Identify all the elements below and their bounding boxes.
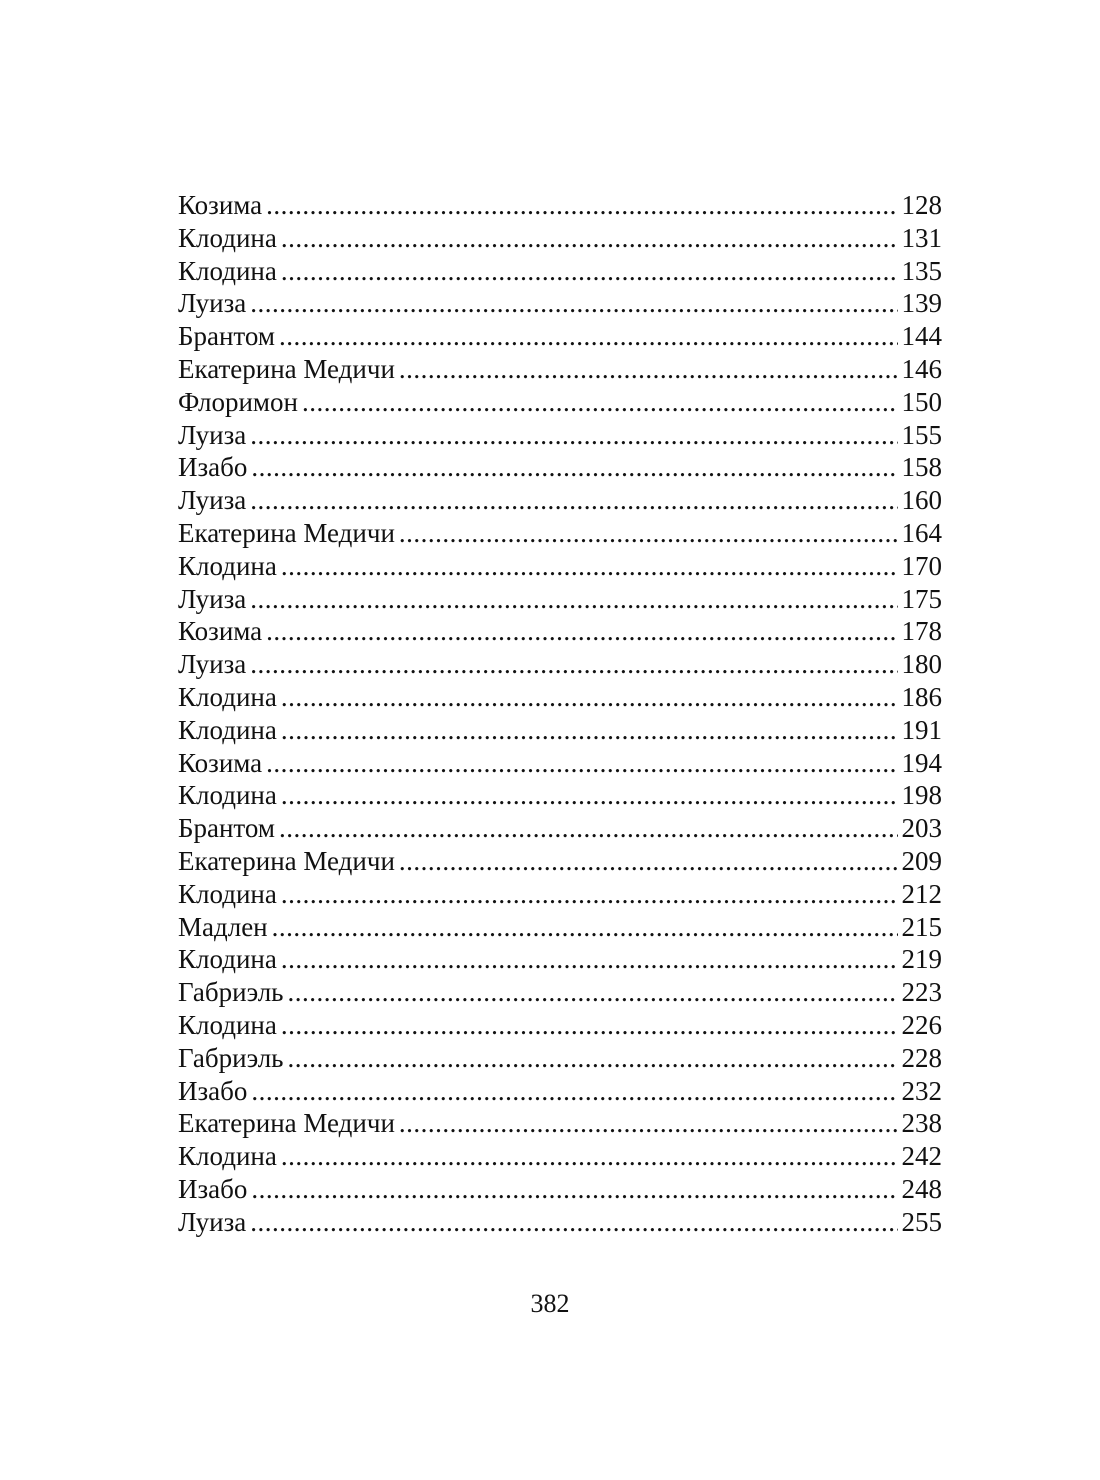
toc-entry-page: 150 <box>901 386 942 417</box>
toc-entry-page: 248 <box>901 1173 942 1204</box>
toc-entry-page: 209 <box>901 845 942 876</box>
toc-entry-title: Брантом <box>178 321 275 352</box>
toc-entry-page: 215 <box>901 911 942 942</box>
toc-entry-title: Клодина <box>178 1009 277 1040</box>
dot-leader <box>250 583 897 616</box>
toc-entry-page: 164 <box>901 517 942 548</box>
toc-entry-page: 128 <box>901 190 942 220</box>
toc-entry <box>178 222 942 255</box>
dot-leader <box>399 353 898 386</box>
toc-entry-page: 223 <box>901 977 942 1008</box>
toc-entry <box>178 255 942 288</box>
toc-entry-title: Клодина <box>178 222 277 253</box>
toc-entry-title: Луиза <box>178 288 247 319</box>
toc-entry-page: 180 <box>901 649 942 680</box>
toc-entry-page: 186 <box>901 681 942 712</box>
toc-entry-page: 135 <box>901 255 942 286</box>
toc-entry-title: Клодина <box>178 780 277 811</box>
toc-entry-title: Луиза <box>178 649 247 680</box>
toc-entry-page: 139 <box>901 288 942 319</box>
toc-entry <box>178 943 942 976</box>
dot-leader <box>250 419 897 452</box>
dot-leader <box>281 779 898 812</box>
toc-entry-page: 158 <box>901 452 942 483</box>
dot-leader <box>251 1075 897 1108</box>
toc-entry <box>178 189 942 222</box>
toc-entry <box>178 1075 942 1108</box>
toc-entry <box>178 320 942 353</box>
toc-entry-page: 178 <box>901 616 942 647</box>
dot-leader <box>251 1173 897 1206</box>
toc-entry <box>178 779 942 812</box>
toc-entry-title: Екатерина Медичи <box>178 1108 395 1139</box>
dot-leader <box>288 1042 898 1075</box>
dot-leader <box>281 943 898 976</box>
toc-entry-title: Брантом <box>178 813 275 844</box>
toc-entry-title: Изабо <box>178 1075 248 1106</box>
toc-entry-title: Козима <box>178 190 263 220</box>
toc-entry-page: 228 <box>901 1042 942 1073</box>
toc-entry-title: Луиза <box>178 583 247 614</box>
toc-entry-title: Клодина <box>178 550 277 581</box>
dot-leader <box>288 976 898 1009</box>
dot-leader <box>302 386 898 419</box>
toc-entry-title: Луиза <box>178 485 247 516</box>
dot-leader <box>281 681 898 714</box>
toc-entry-title: Клодина <box>178 681 277 712</box>
toc-entry-title: Габриэль <box>178 977 284 1008</box>
toc-entry <box>178 681 942 714</box>
toc-entry-page: 160 <box>901 485 942 516</box>
dot-leader <box>250 287 897 320</box>
toc-entry-page: 212 <box>901 878 942 909</box>
toc-entry-page: 242 <box>901 1141 942 1172</box>
toc-entry <box>178 386 942 419</box>
toc-entry <box>178 451 942 484</box>
toc-entry-page: 155 <box>901 419 942 450</box>
toc-entry <box>178 1206 942 1239</box>
toc-entry <box>178 484 942 517</box>
toc-entry <box>178 845 942 878</box>
toc-entry-page: 232 <box>901 1075 942 1106</box>
toc-entry-page: 191 <box>901 714 942 745</box>
dot-leader <box>266 747 897 780</box>
toc-entry-title: Екатерина Медичи <box>178 517 395 548</box>
toc-entry <box>178 878 942 911</box>
dot-leader <box>279 812 898 845</box>
toc-entry-title: Козима <box>178 747 263 778</box>
toc-entry-title: Клодина <box>178 1141 277 1172</box>
dot-leader <box>250 484 897 517</box>
toc-entry-page: 226 <box>901 1009 942 1040</box>
toc-entry <box>178 911 942 944</box>
toc-entry-title: Клодина <box>178 255 277 286</box>
dot-leader <box>281 714 898 747</box>
dot-leader <box>281 878 898 911</box>
dot-leader <box>399 517 898 550</box>
toc-entry <box>178 550 942 583</box>
dot-leader <box>281 550 898 583</box>
toc-entry-page: 198 <box>901 780 942 811</box>
toc-entry-page: 238 <box>901 1108 942 1139</box>
toc-entry <box>178 812 942 845</box>
toc-entry-title: Екатерина Медичи <box>178 353 395 384</box>
toc-entry-page: 144 <box>901 321 942 352</box>
dot-leader <box>281 1009 898 1042</box>
toc-entry <box>178 353 942 386</box>
dot-leader <box>250 1206 897 1239</box>
dot-leader <box>281 1140 898 1173</box>
toc-entry-title: Луиза <box>178 419 247 450</box>
dot-leader <box>279 320 898 353</box>
toc-entry-page: 219 <box>901 944 942 975</box>
toc-entry-title: Габриэль <box>178 1042 284 1073</box>
dot-leader <box>250 648 897 681</box>
toc-entry-page: 170 <box>901 550 942 581</box>
toc-entry <box>178 1140 942 1173</box>
toc-entry <box>178 1107 942 1140</box>
toc-entry <box>178 1042 942 1075</box>
dot-leader <box>399 845 898 878</box>
toc-entry-page: 255 <box>901 1206 942 1237</box>
toc-entry-page: 194 <box>901 747 942 778</box>
toc-entry-title: Клодина <box>178 944 277 975</box>
toc-entry-page: 175 <box>901 583 942 614</box>
page-number: 382 <box>530 1289 570 1318</box>
toc-entry-title: Мадлен <box>178 911 268 942</box>
dot-leader <box>266 615 897 648</box>
toc-entry <box>178 976 942 1009</box>
toc-entry-title: Клодина <box>178 878 277 909</box>
toc-entry-title: Козима <box>178 616 263 647</box>
toc-entry <box>178 648 942 681</box>
dot-leader <box>272 911 898 944</box>
table-of-contents <box>178 189 942 1239</box>
dot-leader <box>281 222 898 255</box>
toc-entry <box>178 287 942 320</box>
toc-entry <box>178 419 942 452</box>
dot-leader <box>266 189 897 222</box>
toc-entry <box>178 747 942 780</box>
toc-entry-page: 146 <box>901 353 942 384</box>
toc-entry-title: Луиза <box>178 1206 247 1237</box>
dot-leader <box>281 255 898 288</box>
toc-entry-page: 203 <box>901 813 942 844</box>
toc-entry-title: Изабо <box>178 1173 248 1204</box>
toc-entry-title: Флоримон <box>178 386 298 417</box>
toc-entry <box>178 1009 942 1042</box>
toc-entry <box>178 615 942 648</box>
toc-entry-page: 131 <box>901 222 942 253</box>
toc-entry-title: Клодина <box>178 714 277 745</box>
toc-entry <box>178 517 942 550</box>
toc-entry-title: Екатерина Медичи <box>178 845 395 876</box>
toc-entry <box>178 1173 942 1206</box>
toc-entry <box>178 714 942 747</box>
dot-leader <box>251 451 897 484</box>
toc-entry-title: Изабо <box>178 452 248 483</box>
dot-leader <box>399 1107 898 1140</box>
toc-entry <box>178 583 942 616</box>
